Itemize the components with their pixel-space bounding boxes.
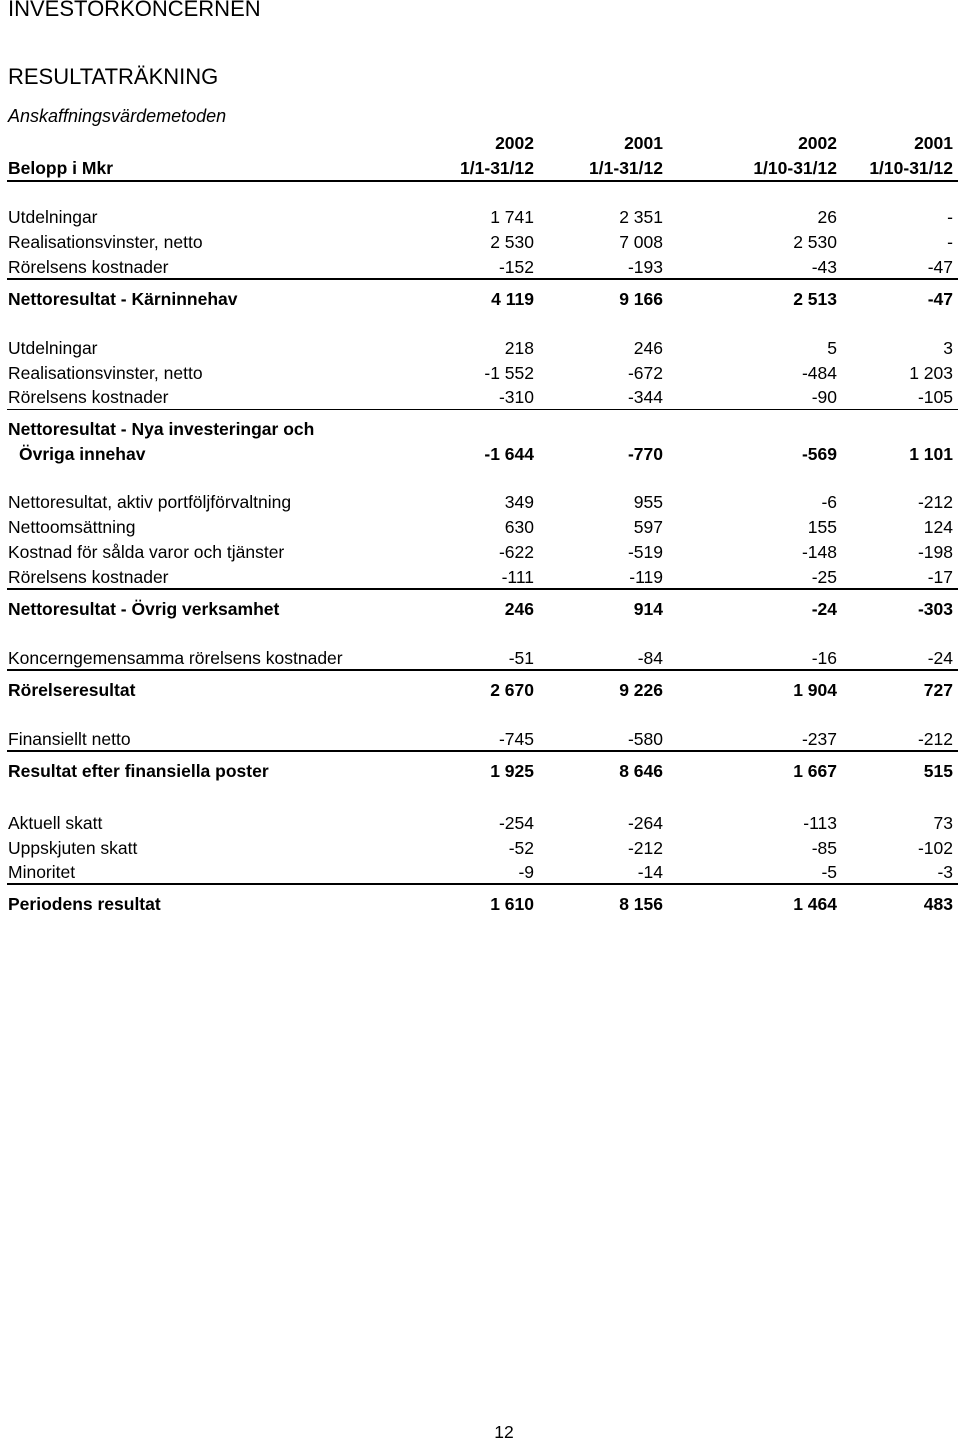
row-value: 1 101: [909, 444, 953, 464]
row-value: -113: [803, 813, 837, 833]
row-label: Kostnad för sålda varor och tjänster: [8, 542, 285, 562]
row-label: Uppskjuten skatt: [8, 838, 138, 858]
row-label: Nettoresultat - Övrig verksamhet: [8, 599, 280, 619]
col-year-4: 2001: [914, 133, 953, 153]
row-value: -111: [501, 567, 534, 587]
table-row: [0, 811, 960, 835]
row-value: -105: [917, 387, 953, 407]
row-value: 5: [827, 338, 837, 358]
col-year-3: 2002: [798, 133, 837, 153]
row-label: Rörelsens kostnader: [8, 387, 169, 407]
row-value: -51: [508, 648, 534, 668]
row-value: -484: [801, 363, 837, 383]
row-value: -193: [627, 257, 663, 277]
col-period-3: 1/10-31/12: [753, 158, 837, 178]
table-row: [0, 255, 960, 279]
row-value: -9: [518, 862, 534, 882]
table-row: [0, 540, 960, 564]
row-value: 218: [504, 338, 534, 358]
row-value: 2 513: [793, 289, 837, 309]
row-label: Aktuell skatt: [8, 813, 103, 833]
header-divider: [7, 180, 958, 182]
table-row: [0, 836, 960, 860]
row-value: -25: [811, 567, 837, 587]
row-value: -148: [801, 542, 837, 562]
row-value: -102: [917, 838, 953, 858]
table-row: [0, 727, 960, 751]
row-value: 1 904: [793, 680, 837, 700]
row-value: -90: [811, 387, 837, 407]
row-value: 8 156: [619, 894, 663, 914]
row-value: -198: [917, 542, 953, 562]
row-value: -212: [917, 492, 953, 512]
row-value: 9 226: [619, 680, 663, 700]
table-row: [0, 646, 960, 670]
row-value: 73: [933, 813, 953, 833]
row-value: 8 646: [619, 761, 663, 781]
row-label: Nettoresultat - Nya investeringar och: [8, 419, 315, 439]
row-label: Rörelsens kostnader: [8, 257, 169, 277]
row-value: 246: [504, 599, 534, 619]
row-value: 124: [923, 517, 953, 537]
table-row: [0, 490, 960, 514]
row-value: -6: [821, 492, 837, 512]
section-divider: [7, 278, 958, 280]
col-period-1: 1/1-31/12: [460, 158, 534, 178]
subtotal-row: [0, 442, 960, 466]
row-value: 246: [633, 338, 663, 358]
section-divider: [7, 409, 958, 410]
row-value: -212: [917, 729, 953, 749]
row-value: -119: [629, 567, 663, 587]
row-value: -24: [811, 599, 837, 619]
row-label: Utdelningar: [8, 338, 98, 358]
row-label: Finansiellt netto: [8, 729, 131, 749]
col-period-4: 1/10-31/12: [869, 158, 953, 178]
table-row: [0, 385, 960, 409]
table-row: [0, 565, 960, 589]
row-value: 1 203: [909, 363, 953, 383]
row-label: Periodens resultat: [8, 894, 161, 914]
subtotal-row: [0, 287, 960, 311]
row-label: Koncerngemensamma rörelsens kostnader: [8, 648, 343, 668]
row-value: 2 530: [793, 232, 837, 252]
row-value: 515: [923, 761, 953, 781]
row-value: 26: [817, 207, 837, 227]
row-value: -672: [627, 363, 663, 383]
section-divider: [7, 588, 958, 590]
row-value: -84: [637, 648, 663, 668]
row-label: Nettoresultat - Kärninnehav: [8, 289, 238, 309]
col-period-2: 1/1-31/12: [589, 158, 663, 178]
section-divider: [7, 750, 958, 752]
row-value: -519: [627, 542, 663, 562]
row-value: -: [947, 232, 953, 252]
row-label: Rörelsens kostnader: [8, 567, 169, 587]
table-row: [0, 361, 960, 385]
row-value: -264: [627, 813, 663, 833]
row-value: 2 530: [490, 232, 534, 252]
row-value: -47: [927, 257, 953, 277]
row-value: 483: [923, 894, 953, 914]
row-value: -569: [801, 444, 837, 464]
col-year-1: 2002: [495, 133, 534, 153]
subtotal-row: [0, 417, 960, 441]
row-value: -1 552: [484, 363, 534, 383]
row-value: 4 119: [491, 289, 534, 309]
row-value: 2 351: [619, 207, 663, 227]
table-row: [0, 205, 960, 229]
row-value: 7 008: [619, 232, 663, 252]
row-label: Minoritet: [8, 862, 76, 882]
row-value: 597: [633, 517, 663, 537]
row-value: 349: [504, 492, 534, 512]
table-row: [0, 230, 960, 254]
page-number: 12: [494, 1422, 514, 1442]
row-value: -622: [498, 542, 534, 562]
row-value: -85: [811, 838, 837, 858]
row-value: -17: [927, 567, 953, 587]
row-value: 914: [633, 599, 663, 619]
row-value: -770: [627, 444, 663, 464]
row-label: Rörelseresultat: [8, 680, 136, 700]
section-divider: [7, 669, 958, 671]
row-value: -5: [821, 862, 837, 882]
row-value: 3: [943, 338, 953, 358]
table-row: [0, 860, 960, 884]
row-value: 1 464: [793, 894, 837, 914]
row-value: 1 741: [490, 207, 534, 227]
row-value: 1 925: [490, 761, 534, 781]
row-value: -52: [508, 838, 534, 858]
row-value: 155: [807, 517, 837, 537]
row-value: -3: [937, 862, 953, 882]
row-label: Nettoresultat, aktiv portföljförvaltning: [8, 492, 292, 512]
section-divider: [7, 883, 958, 885]
row-value: 2 670: [490, 680, 534, 700]
column-years-row: [0, 131, 960, 155]
row-value: -14: [637, 862, 663, 882]
subtotal-row: [0, 759, 960, 783]
row-value: 955: [633, 492, 663, 512]
statement-title: RESULTATRÄKNING: [8, 64, 219, 89]
row-value: -43: [811, 257, 837, 277]
row-value: -1 644: [484, 444, 534, 464]
row-value: -212: [627, 838, 663, 858]
row-value: 1 667: [793, 761, 837, 781]
row-value: -47: [927, 289, 953, 309]
row-value: -310: [498, 387, 534, 407]
row-value: -237: [801, 729, 837, 749]
row-label: Realisationsvinster, netto: [8, 363, 203, 383]
row-value: 727: [923, 680, 953, 700]
row-value: -303: [917, 599, 953, 619]
table-row: [0, 515, 960, 539]
row-label: Resultat efter finansiella poster: [8, 761, 269, 781]
statement-subtitle: Anskaffningsvärdemetoden: [8, 106, 227, 126]
row-value: 630: [504, 517, 534, 537]
row-label: Realisationsvinster, netto: [8, 232, 203, 252]
amount-unit-label: Belopp i Mkr: [8, 158, 114, 178]
row-value: -152: [498, 257, 534, 277]
row-value: -24: [927, 648, 953, 668]
row-label: Nettoomsättning: [8, 517, 136, 537]
company-name: INVESTORKONCERNEN: [8, 0, 261, 21]
row-label: Utdelningar: [8, 207, 98, 227]
total-row: [0, 892, 960, 916]
row-value: -: [947, 207, 953, 227]
row-value: -745: [498, 729, 534, 749]
column-periods-row: [0, 156, 960, 180]
row-value: -344: [627, 387, 663, 407]
row-value: -254: [498, 813, 534, 833]
table-row: [0, 336, 960, 360]
col-year-2: 2001: [624, 133, 663, 153]
row-value: 9 166: [619, 289, 663, 309]
subtotal-row: [0, 678, 960, 702]
row-value: 1 610: [490, 894, 534, 914]
row-value: -16: [811, 648, 837, 668]
subtotal-row: [0, 597, 960, 621]
row-label: Övriga innehav: [19, 444, 146, 464]
row-value: -580: [627, 729, 663, 749]
